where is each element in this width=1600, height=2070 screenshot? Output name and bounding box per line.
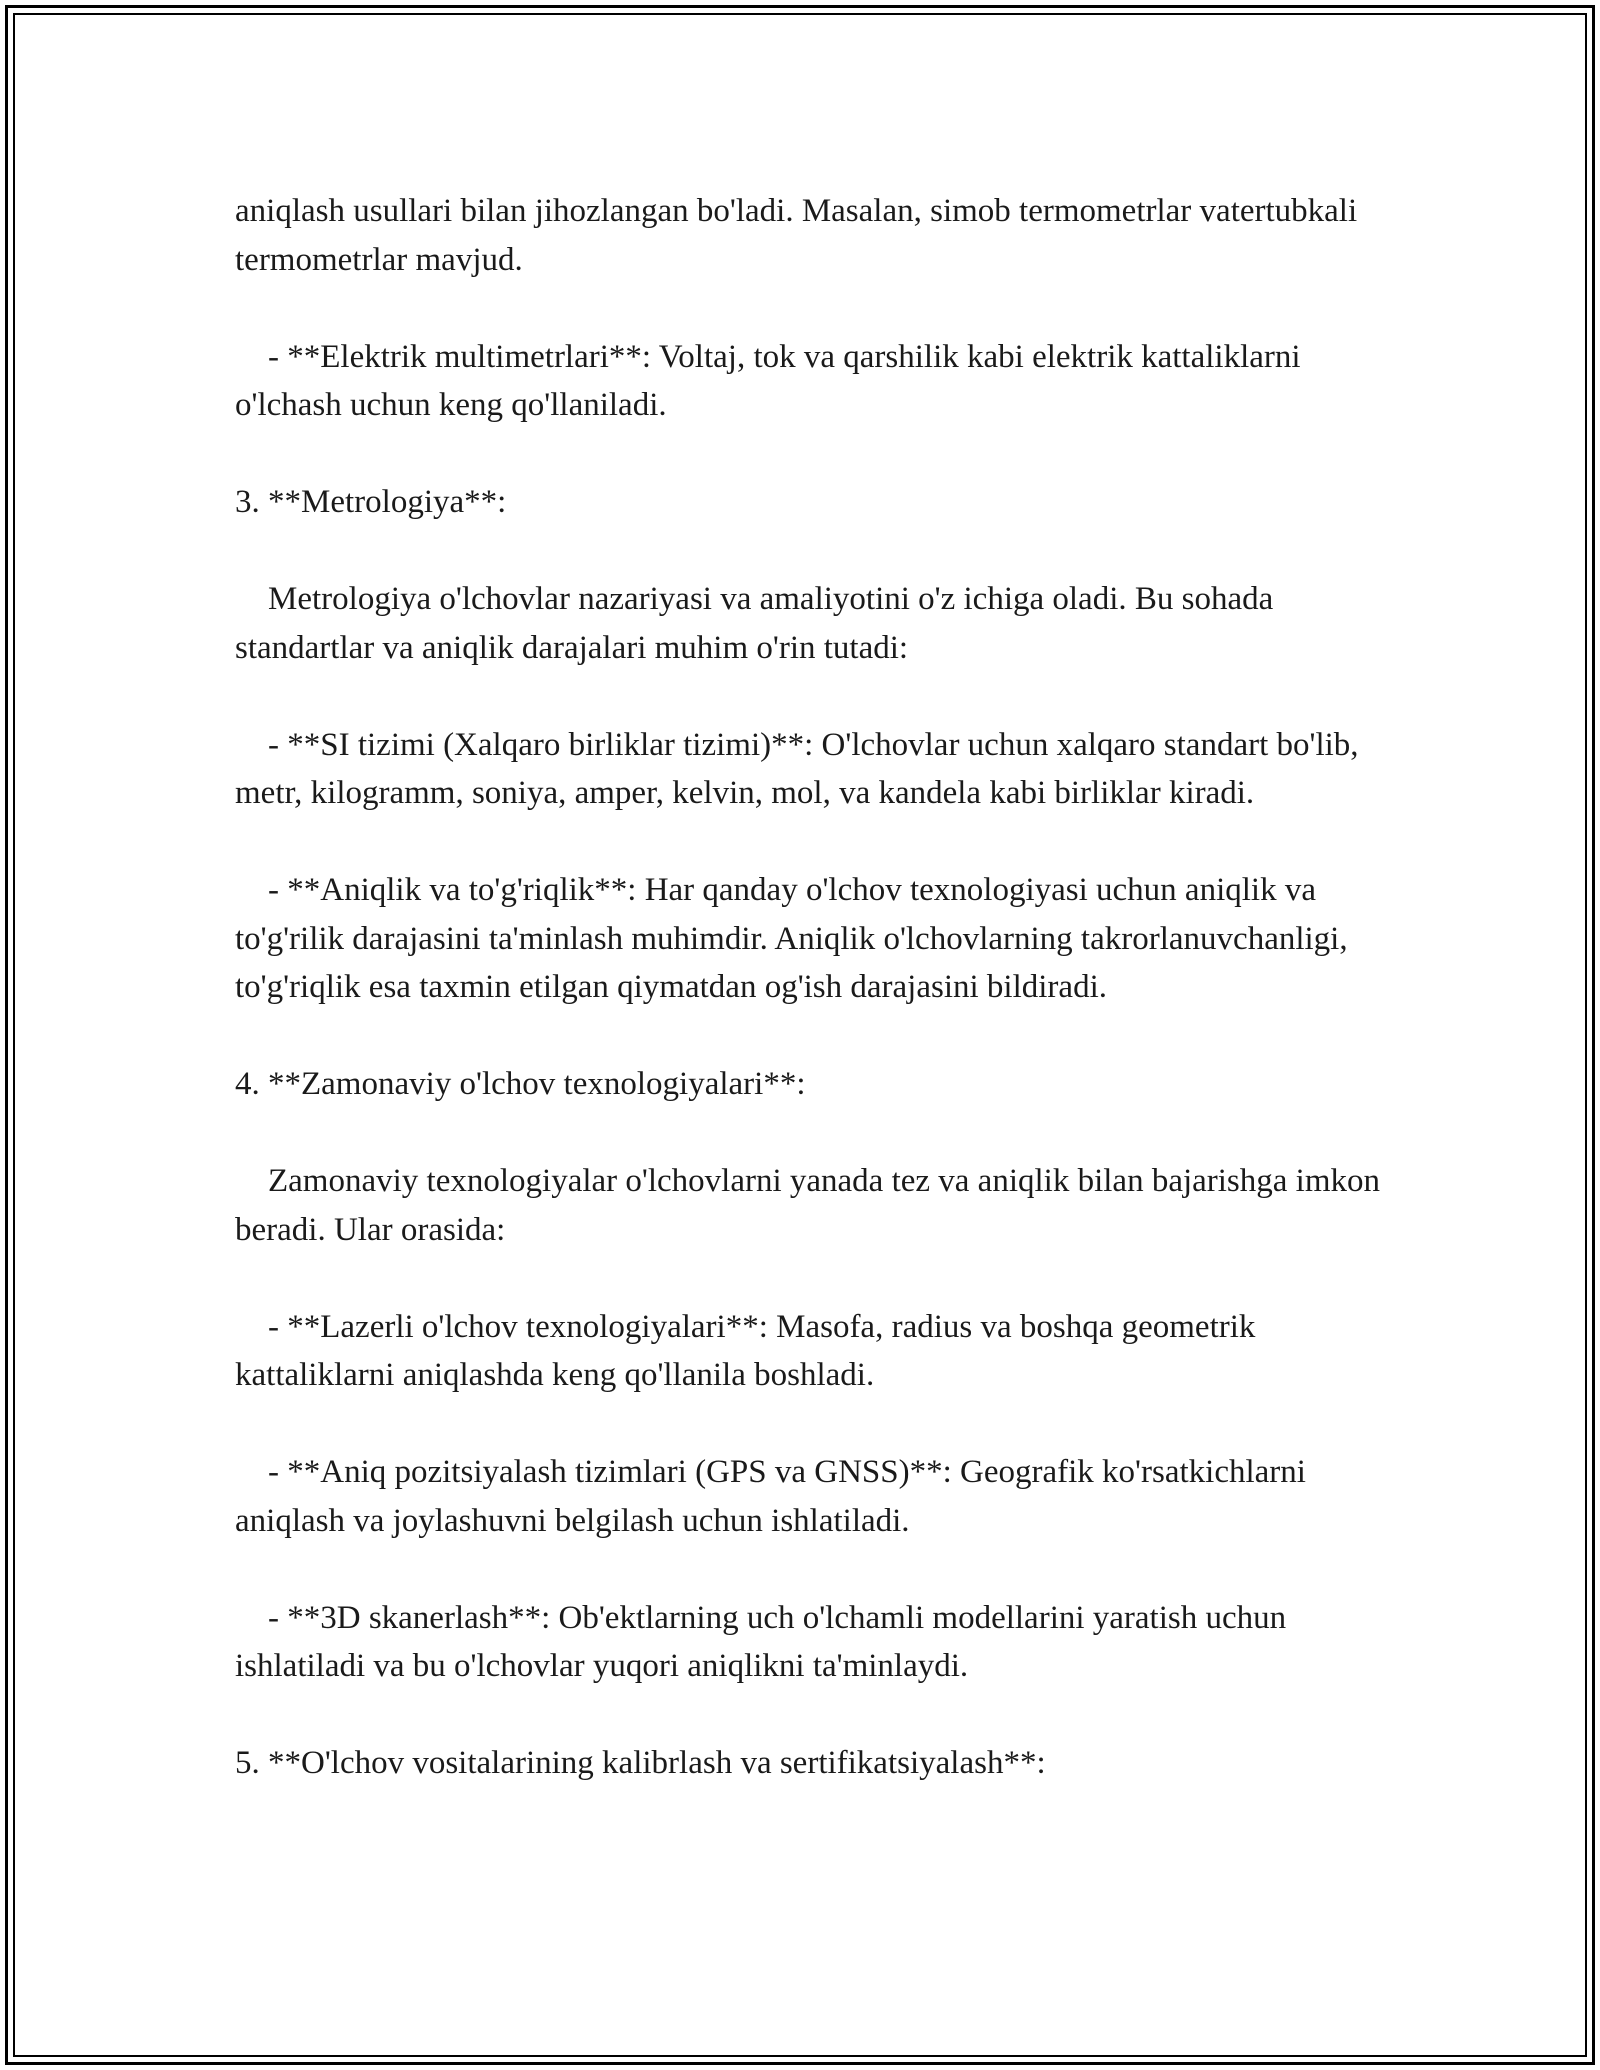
paragraph-thermometers-continued: aniqlash usullari bilan jihozlangan bo'ladi. Masalan, simob termometrlar vatertubkali termometrlar mavjud. bbox=[235, 193, 1366, 278]
paragraph-3d-scanning: - **3D skanerlash**: Ob'ektlarning uch o'lchamli modellarini yaratish uchun ishlatiladi va bu o'lchovlar yuqori aniqlikni ta'minlaydi. bbox=[235, 1599, 1295, 1684]
paragraph-si-system: - **SI tizimi (Xalqaro birliklar tizimi)**: O'lchovlar uchun xalqaro standart bo'lib, metr, kilogramm, soniya, amper, kelvin, mol, va kandela kabi birliklar kiradi. bbox=[235, 726, 1367, 811]
section-heading-metrology: 3. **Metrologiya**: bbox=[235, 484, 507, 520]
paragraph-metrology-intro: Metrologiya o'lchovlar nazariyasi va amaliyotini o'z ichiga oladi. Bu sohada standartlar va aniqlik darajalari muhim o'rin tutadi: bbox=[235, 581, 1282, 666]
paragraph-accuracy-precision: - **Aniqlik va to'g'riqlik**: Har qanday o'lchov texnologiyasi uchun aniqlik va to'g'rilik darajasini ta'minlash muhimdir. Aniqlik o'lchovlarning takrorlanuvchanligi, to'g'riqlik esa taxmin etilgan qiymatdan og'ish darajasini bildiradi. bbox=[235, 872, 1356, 1005]
document-body bbox=[235, 187, 1389, 1836]
paragraph-laser-measurement: - **Lazerli o'lchov texnologiyalari**: Masofa, radius va boshqa geometrik kattaliklarni aniqlashda keng qo'llanila boshladi. bbox=[235, 1308, 1264, 1393]
paragraph-multimeters: - **Elektrik multimetrlari**: Voltaj, tok va qarshilik kabi elektrik kattaliklarni o'lchash uchun keng qo'llaniladi. bbox=[235, 338, 1309, 423]
paragraph-modern-tech-intro: Zamonaviy texnologiyalar o'lchovlarni yanada tez va aniqlik bilan bajarishga imkon beradi. Ular orasida: bbox=[235, 1163, 1389, 1248]
section-heading-calibration: 5. **O'lchov vositalarining kalibrlash va sertifikatsiyalash**: bbox=[235, 1745, 1046, 1781]
paragraph-gps-gnss: - **Aniq pozitsiyalash tizimlari (GPS va GNSS)**: Geografik ko'rsatkichlarni aniqlash va joylashuvni belgilash uchun ishlatiladi. bbox=[235, 1454, 1315, 1539]
section-heading-modern-tech: 4. **Zamonaviy o'lchov texnologiyalari**: bbox=[235, 1066, 806, 1102]
